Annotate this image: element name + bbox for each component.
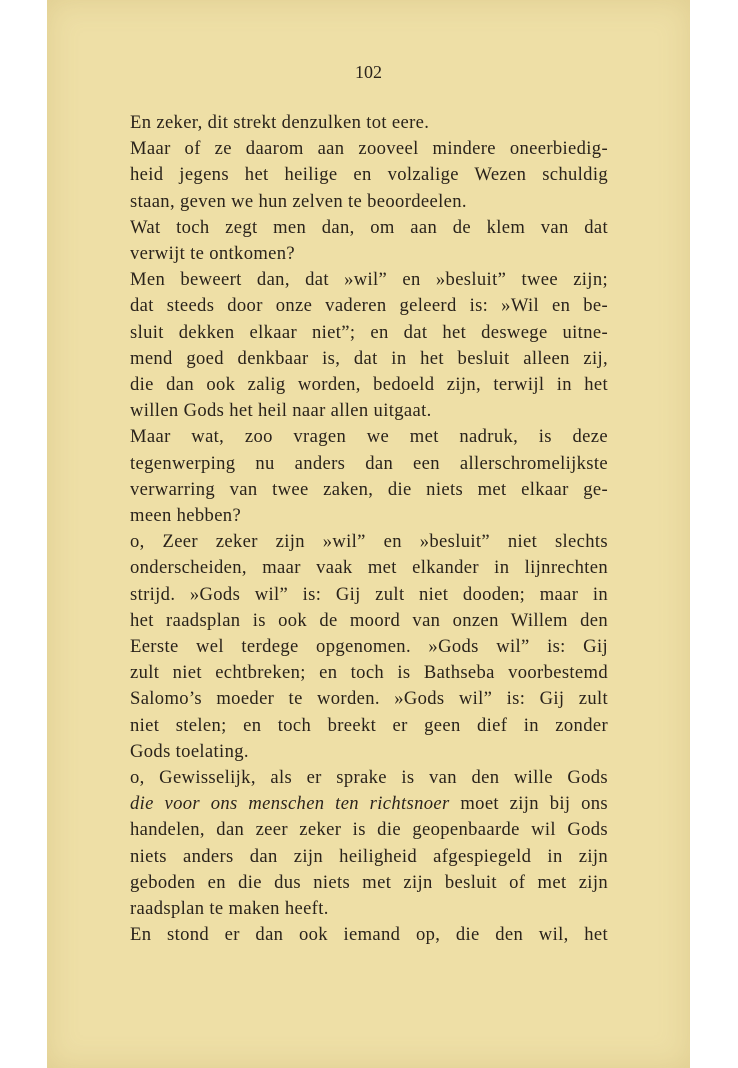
text-line: staan, geven we hun zelven te beoordeelen. xyxy=(130,190,467,212)
book-page xyxy=(47,0,690,1068)
paragraph xyxy=(108,765,608,922)
text-line: niets anders dan zijn heiligheid afgespiegeld in zijn xyxy=(130,845,608,867)
text-line: Eerste wel terdege opgenomen. »Gods wil” is: Gij xyxy=(130,636,608,658)
text-line: geboden en die dus niets met zijn besluit of met zijn xyxy=(130,871,608,893)
text-line: Gods toelating. xyxy=(130,740,249,762)
italic-phrase: die voor ons menschen ten richtsnoer xyxy=(130,793,450,815)
text-line: sluit dekken elkaar niet”; en dat het deswege uitne- xyxy=(130,321,608,343)
paragraph xyxy=(108,529,608,765)
text-line: Maar wat, zoo vragen we met nadruk, is deze xyxy=(130,426,608,448)
text-line: tegenwerping nu anders dan een allerschromelijkste xyxy=(130,452,608,474)
paragraph xyxy=(108,922,608,948)
text-line: zult niet echtbreken; en toch is Bathseba voorbestemd xyxy=(130,662,608,684)
text-line: Wat toch zegt men dan, om aan de klem van dat xyxy=(130,216,608,238)
text-line: mend goed denkbaar is, dat in het besluit alleen zij, xyxy=(130,347,608,369)
text-line: En zeker, dit strekt denzulken tot eere. xyxy=(130,112,430,133)
paragraph xyxy=(108,110,608,136)
text-segment: o, Gewisselijk, als er sprake is van den wille Gods xyxy=(130,767,608,789)
paragraph xyxy=(108,136,608,215)
text-line: En stond er dan ook iemand op, die den wil, het xyxy=(130,924,608,946)
paragraph xyxy=(108,215,608,267)
text-line: meen hebben? xyxy=(130,505,242,527)
paragraph xyxy=(108,424,608,529)
text-line: Men beweert dan, dat »wil” en »besluit” twee zijn; xyxy=(130,269,608,291)
text-line: niet stelen; en toch breekt er geen dief in zonder xyxy=(130,714,608,736)
text-line: verwarring van twee zaken, die niets met elkaar ge- xyxy=(130,478,608,500)
text-line: heid jegens het heilige en volzalige Wezen schuldig xyxy=(130,164,608,186)
text-line: strijd. »Gods wil” is: Gij zult niet dooden; maar in xyxy=(130,583,608,605)
text-segment: moet zijn bij ons xyxy=(449,793,608,815)
text-line xyxy=(108,791,608,817)
text-line xyxy=(108,765,608,791)
text-line: willen Gods het heil naar allen uitgaat. xyxy=(130,400,432,422)
text-line: het raadsplan is ook de moord van onzen Willem den xyxy=(130,609,608,631)
text-line: onderscheiden, maar vaak met elkander in lijnrechten xyxy=(130,557,608,579)
text-line: handelen, dan zeer zeker is die geopenbaarde wil Gods xyxy=(130,819,608,841)
text-line: dat steeds door onze vaderen geleerd is: »Wil en be- xyxy=(130,295,608,317)
text-line: o, Zeer zeker zijn »wil” en »besluit” niet slechts xyxy=(130,531,608,553)
page-text xyxy=(108,110,608,949)
text-line: verwijt te ontkomen? xyxy=(130,243,296,265)
paragraph xyxy=(108,267,608,424)
text-line: Salomo’s moeder te worden. »Gods wil” is: Gij zult xyxy=(130,688,608,710)
text-line: Maar of ze daarom aan zooveel mindere oneerbiedig- xyxy=(130,138,608,160)
text-line: die dan ook zalig worden, bedoeld zijn, terwijl in het xyxy=(130,374,608,396)
page-number: 102 xyxy=(355,62,382,82)
text-line: raadsplan te maken heeft. xyxy=(130,898,329,920)
